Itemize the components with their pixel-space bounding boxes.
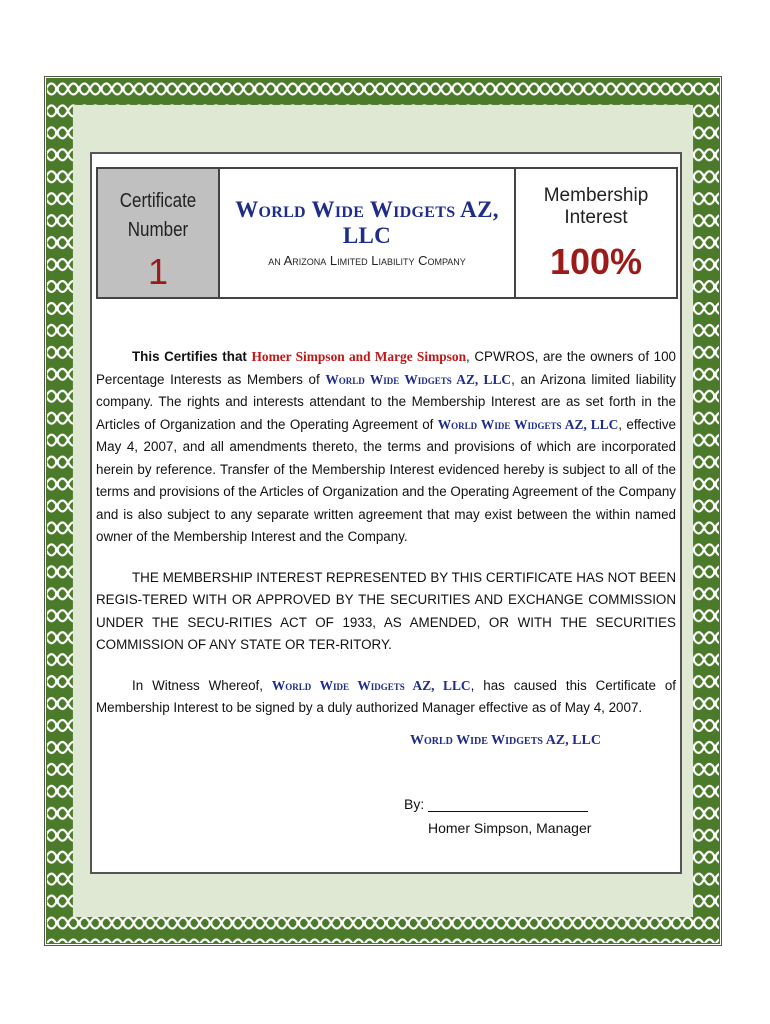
company-subtitle: an Arizona Limited Liability Company [268,253,466,268]
p1-text-c: , effective May 4, 2007, and all amendments thereto, the terms and provisions of which are incorporated herein by reference. Transfer of the Membership Interest evidenced hereby is subject to all of the terms and provisions of the Articles of Organization and the Operating Agreement of the Company and is also subject to any separate written agreement that may exist between the within named owner of the Membership Interest and the Company. [96,416,676,544]
certificate-number-label: Certificate Number [119,190,197,241]
company-ref-3: World Wide Widgets AZ, LLC [271,677,471,693]
p1-text-a: , CPWROS, are the owners of 100 Percentage Interests as Members of [96,349,676,387]
certificate-number-box [98,169,220,297]
signature-line[interactable] [428,797,588,812]
signatory-name: Homer Simpson, Manager [428,820,592,836]
signature-company: World Wide Widgets AZ, LLC [410,733,601,748]
owner-names: Homer Simpson and Marge Simpson [251,349,467,364]
certificate-number: 1 [147,251,169,292]
witness-paragraph [96,675,676,720]
certificate-header [96,167,678,299]
membership-interest-value: 100% [549,241,643,282]
company-name: World Wide Widgets AZ, LLC [235,197,499,248]
by-label: By: [404,796,425,812]
company-ref-1: World Wide Widgets AZ, LLC [325,371,512,387]
p3-text-a: In Witness Whereof, [132,677,272,693]
p3-text-b: , has caused this Certificate of Membership Interest to be signed by a duly authorized Manager effective as of May 4, 2007. [96,677,677,715]
certificate-body [96,346,676,738]
membership-interest-box [514,169,676,297]
signature-by-line [404,796,588,812]
membership-interest-label: Membership Interest [543,185,649,228]
certifies-lead: This Certifies that [132,349,247,364]
securities-disclaimer: THE MEMBERSHIP INTEREST REPRESENTED BY THIS CERTIFICATE HAS NOT BEEN REGIS-TERED WITH OR APPROVED BY THE SECURITIES AND EXCHANGE COMMISSION UNDER THE SECU-RITIES ACT OF 1933, AS AMENDED, OR WITH THE SECURITIES COMMISSION OF ANY STATE OR TER-RITORY. [96,569,676,652]
certification-paragraph [96,346,676,549]
company-ref-2: World Wide Widgets AZ, LLC [437,416,619,432]
p1-text-b: , an Arizona limited liability company. The rights and interests attendant to the Membership Interest are as set forth in the Articles of Organization and the Operating Agreement of [96,371,676,432]
company-title-box [220,169,514,297]
